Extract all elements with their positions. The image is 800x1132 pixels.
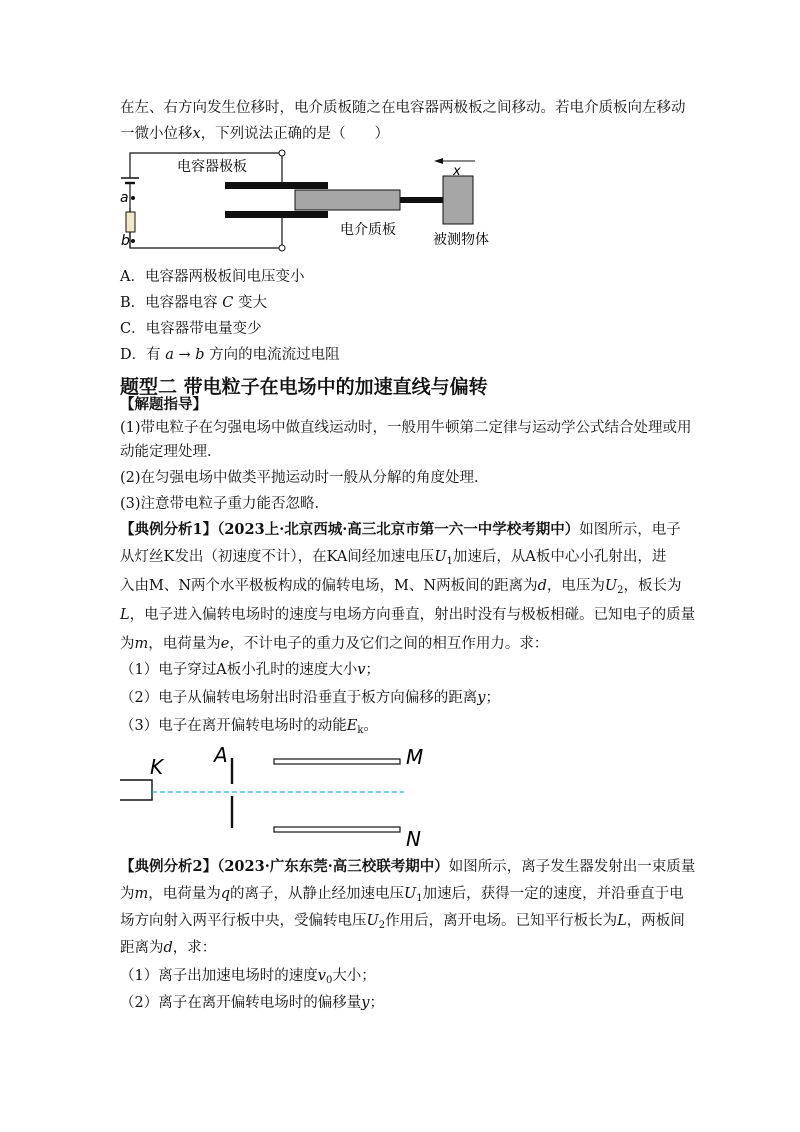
question-text: （1）电子穿过A板小孔时的速度大小 xyxy=(120,662,358,678)
label-b: b xyxy=(121,233,130,249)
example2-text: 作用后，离开电场。已知平行板长为 xyxy=(385,913,618,929)
guide-label: 【解题指导】 xyxy=(120,396,207,413)
option-d-text: D．有 xyxy=(120,347,166,363)
question-text: ； xyxy=(369,995,384,1011)
question-text: ； xyxy=(365,662,380,678)
var-a-to-b: a → b xyxy=(165,347,205,363)
label-a: A xyxy=(214,743,228,767)
example1-line-4 xyxy=(120,605,695,625)
example1-text: ，电压为 xyxy=(546,578,605,594)
example2-text: 加速后，获得一定的速度，并沿垂直于电 xyxy=(422,886,684,902)
question-text: （2）离子在离开偏转电场时的偏移量 xyxy=(120,995,362,1011)
example2-line-2 xyxy=(120,884,684,909)
example1-text: 加速后，从A板中心小孔射出，进 xyxy=(452,549,667,565)
subscript: k xyxy=(357,725,364,736)
example1-line-3 xyxy=(120,576,681,601)
example1-text: 如图所示，电子 xyxy=(579,522,681,538)
subscript: 0 xyxy=(325,975,333,986)
option-b-text: B．电容器电容 xyxy=(120,295,223,311)
question-text: ； xyxy=(485,690,500,706)
dielectric-label: 电介质板 xyxy=(340,222,396,238)
question-text: （1）离子出加速电场时的速度 xyxy=(120,968,318,984)
question-text: （2）电子从偏转电场射出时沿垂直于板方向偏移的距离 xyxy=(120,690,478,706)
var-v: v xyxy=(317,968,326,984)
point-a xyxy=(131,196,135,200)
subscript: 1 xyxy=(416,893,423,904)
var-v: v xyxy=(357,662,366,678)
option-b[interactable] xyxy=(120,293,267,313)
terminal-top xyxy=(279,150,285,156)
example2-tag: 【典例分析2】 xyxy=(120,858,218,875)
var-y: y xyxy=(361,995,370,1011)
dielectric-slab xyxy=(295,190,400,210)
example1-line-5 xyxy=(120,634,548,654)
var-u2 xyxy=(605,578,624,594)
example1-question-1 xyxy=(120,660,380,680)
capacitor-plate-bottom xyxy=(225,211,328,218)
var-u: U xyxy=(604,578,618,594)
var-m: m xyxy=(134,886,149,902)
terminal-bottom xyxy=(279,245,285,251)
object-label: 被测物体 xyxy=(433,232,489,248)
var-e: E xyxy=(346,718,358,734)
connecting-rod xyxy=(400,197,443,203)
deflection-diagram xyxy=(118,742,438,852)
guide-point-1b: 动能定理处理. xyxy=(120,444,212,460)
example1-text: 为 xyxy=(120,636,135,652)
example1-text: ，电子进入偏转电场时的速度与电场方向垂直，射出时没有与极板相碰。已知电子的质量 xyxy=(129,607,696,623)
subscript: 2 xyxy=(617,585,624,596)
option-b-text: 变大 xyxy=(233,295,267,311)
resistor xyxy=(126,212,135,232)
example1-question-3 xyxy=(120,716,378,741)
var-d: d xyxy=(163,940,173,956)
option-a[interactable]: A．电容器两极板间电压变小 xyxy=(120,269,305,285)
var-u: U xyxy=(434,549,447,565)
var-c: C xyxy=(222,295,234,311)
subscript: 2 xyxy=(378,920,386,931)
example2-line-4 xyxy=(120,938,216,958)
intro-line-2 xyxy=(120,124,389,144)
example1-question-2 xyxy=(120,688,500,708)
var-e: e xyxy=(220,636,230,652)
var-u: U xyxy=(404,886,417,902)
capacitor-plate-top xyxy=(225,182,328,189)
plate-n xyxy=(274,827,400,832)
measured-object xyxy=(443,176,473,224)
example1-text: ，电荷量为 xyxy=(148,636,221,652)
var-u1 xyxy=(434,549,453,565)
var-u1 xyxy=(404,886,423,902)
example1-text: ，不计电子的重力及它们之间的相互作用力。求： xyxy=(229,636,549,652)
example2-text: ，求： xyxy=(172,940,217,956)
plate-m xyxy=(274,759,400,764)
var-l: L xyxy=(617,913,627,929)
question-text: 大小； xyxy=(332,968,376,984)
example2-text: 场方向射入两平行板中央，受偏转电压 xyxy=(120,913,367,929)
arrow-head xyxy=(434,158,443,164)
example2-text: 的离子，从静止经加速电压 xyxy=(230,886,405,902)
plate-label: 电容器极板 xyxy=(177,159,247,175)
question-text: （3）电子在离开偏转电场时的动能 xyxy=(120,718,347,734)
example1-text: 从灯丝K发出（初速度不计），在KA间经加速电压 xyxy=(120,549,435,565)
example2-question-1 xyxy=(120,966,376,991)
example1-text: ，板长为 xyxy=(623,578,682,594)
var-u: U xyxy=(366,913,379,929)
example2-line-3 xyxy=(120,911,685,936)
example1-line-2 xyxy=(120,547,666,572)
option-c[interactable]: C．电容器带电量变少 xyxy=(120,321,262,337)
var-v0 xyxy=(318,968,333,984)
var-y: y xyxy=(477,690,486,706)
option-d-text: 方向的电流流过电阻 xyxy=(204,347,340,363)
x-label: x xyxy=(453,164,461,179)
var-u2 xyxy=(367,913,386,929)
var-d: d xyxy=(537,578,547,594)
label-m: M xyxy=(406,745,424,769)
example1-tag: 【典例分析1】 xyxy=(120,521,218,538)
example2-text: 如图所示，离子发生器发射出一束质量 xyxy=(448,859,696,875)
question-text: 。 xyxy=(363,718,378,734)
example1-source: （2023上·北京西城·高三北京市第一六一中学校考期中） xyxy=(217,521,580,538)
example2-question-2 xyxy=(120,993,384,1013)
example2-line-1 xyxy=(120,857,695,877)
label-a: a xyxy=(120,190,129,206)
intro-text: 一微小位移 xyxy=(120,126,193,142)
intro-text: ，下列说法正确的是（ ） xyxy=(200,126,390,142)
var-x: x xyxy=(192,126,201,142)
label-n: N xyxy=(406,827,421,851)
filament-k xyxy=(120,780,152,800)
example2-text: ，两板间 xyxy=(626,913,685,929)
guide-point-1a: (1)带电粒子在匀强电场中做直线运动时，一般用牛顿第二定律与运动学公式结合处理或用 xyxy=(120,420,692,436)
var-ek xyxy=(347,718,364,734)
example1-line-1 xyxy=(120,520,681,540)
point-b xyxy=(131,239,135,243)
example1-text: 入由M、N两个水平极板构成的偏转电场，M、N两板间的距离为 xyxy=(120,578,538,594)
subscript: 1 xyxy=(446,556,453,567)
guide-point-3: (3)注意带电粒子重力能否忽略. xyxy=(120,496,320,512)
capacitor-diagram xyxy=(115,148,515,258)
example2-text: 为 xyxy=(120,886,135,902)
guide-point-2: (2)在匀强电场中做类平抛运动时一般从分解的角度处理. xyxy=(120,470,479,486)
example2-text: ，电荷量为 xyxy=(148,886,221,902)
example2-text: 距离为 xyxy=(120,940,164,956)
example2-source: （2023·广东东莞·高三校联考期中） xyxy=(217,858,449,875)
var-l: L xyxy=(120,607,130,623)
option-d[interactable] xyxy=(120,345,340,365)
label-k: K xyxy=(150,755,164,779)
var-q: q xyxy=(220,886,231,902)
var-m: m xyxy=(134,636,149,652)
section-title: 题型二 带电粒子在电场中的加速直线与偏转 xyxy=(120,376,488,398)
intro-line-1: 在左、右方向发生位移时，电介质板随之在电容器两极板之间移动。若电介质板向左移动 xyxy=(120,100,686,116)
